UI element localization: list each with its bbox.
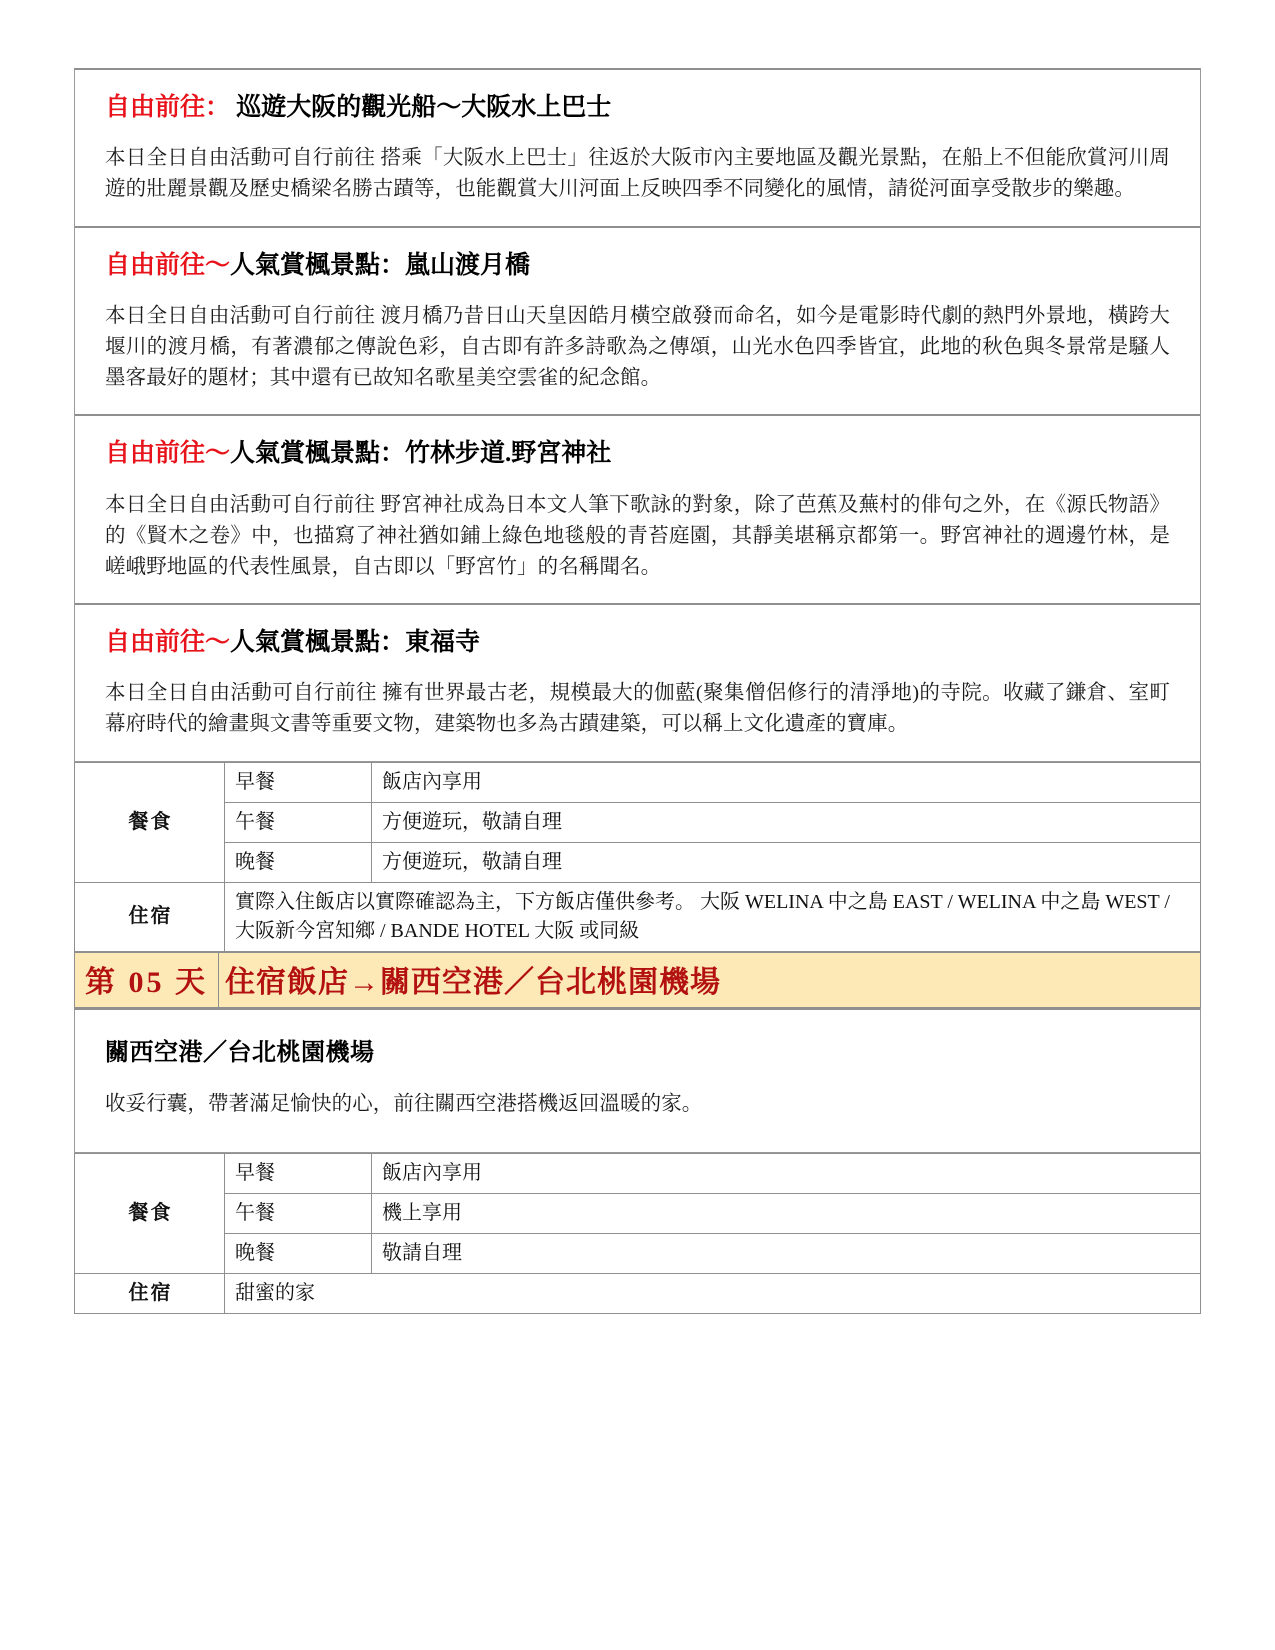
- table-row: [75, 842, 1201, 882]
- table-row: [75, 762, 1201, 802]
- meal-value-lunch: 方便遊玩，敬請自理: [372, 802, 1201, 842]
- section-heading-prefix: 自由前往〜: [105, 251, 231, 279]
- table-row: [75, 1153, 1201, 1193]
- section-heading: [105, 92, 1170, 123]
- meal-value-dinner: 方便遊玩，敬請自理: [372, 842, 1201, 882]
- meal-kind-lunch: 午餐: [225, 1193, 372, 1233]
- table-row: [75, 1233, 1201, 1273]
- section-heading-prefix: 自由前往〜: [105, 629, 231, 656]
- meal-kind-breakfast: 早餐: [225, 762, 372, 802]
- day5-section-body: 收妥行囊，帶著滿足愉快的心，前往關西空港搭機返回溫暖的家。: [105, 1092, 703, 1115]
- accommodation-label: 住宿: [75, 882, 225, 951]
- meal-label: 餐食: [75, 762, 225, 882]
- accommodation-label: 住宿: [75, 1273, 225, 1313]
- accommodation-value: 甜蜜的家: [225, 1273, 1201, 1313]
- attractions-block: [74, 68, 1201, 762]
- section-heading-rest: 人氣賞楓景點：東福寺: [230, 629, 481, 656]
- table-row: [75, 952, 1201, 1007]
- section-bamboo-grove-nonomiya: [75, 416, 1200, 605]
- table-row: [75, 802, 1201, 842]
- section-heading-rest: 人氣賞楓景點：嵐山渡月橋: [230, 251, 531, 279]
- section-heading: [105, 250, 1170, 281]
- table-row: [75, 1193, 1201, 1233]
- section-heading-prefix: 自由前往〜: [105, 440, 231, 468]
- section-body: 本日全日自由活動可自行前往 搭乘「大阪水上巴士」往返於大阪市內主要地區及觀光景點，在船上不但能欣賞河川周遊的壯麗景觀及歷史橋梁名勝古蹟等，也能觀賞大川河面上反映四季不同變化的風情，請從河面享受散步的樂趣。: [105, 147, 1170, 201]
- section-heading-rest: 人氣賞楓景點：竹林步道.野宮神社: [230, 440, 612, 468]
- meal-kind-lunch: 午餐: [225, 802, 372, 842]
- meal-value-breakfast: 飯店內享用: [372, 1153, 1201, 1193]
- day5-section-title: 關西空港／台北桃園機場: [105, 1039, 375, 1066]
- section-heading-rest: 巡遊大阪的觀光船～大阪水上巴士: [230, 94, 612, 121]
- section-body: 本日全日自由活動可自行前往 渡月橋乃昔日山天皇因皓月橫空啟發而命名，如今是電影時代劇的熱門外景地，橫跨大堰川的渡月橋，有著濃郁之傳說色彩，自古即有許多詩歌為之傳頌，山光水色四季皆宜，此地的秋色與冬景常是騷人墨客最好的題材；其中還有已故知名歌星美空雲雀的紀念館。: [105, 304, 1170, 390]
- accommodation-value: 實際入住飯店以實際確認為主，下方飯店僅供參考。 大阪 WELINA 中之島 EAST / WELINA 中之島 WEST / 大阪新今宮知鄉 / BANDE HOTEL 大阪 或同級: [225, 882, 1201, 951]
- meal-value-breakfast: 飯店內享用: [372, 762, 1201, 802]
- section-osaka-water-bus: [75, 70, 1200, 228]
- day-route: 住宿飯店→關西空港／台北桃園機場: [219, 952, 1201, 1007]
- meal-value-dinner: 敬請自理: [372, 1233, 1201, 1273]
- section-heading: [105, 438, 1170, 469]
- table-row: [75, 1273, 1201, 1313]
- section-tofukuji: [75, 605, 1200, 761]
- day5-description-block: [74, 1008, 1201, 1153]
- table-row: [75, 882, 1201, 951]
- section-body: 本日全日自由活動可自行前往 野宮神社成為日本文人筆下歌詠的對象，除了芭蕉及蕪村的俳句之外，在《源氏物語》的《賢木之卷》中，也描寫了神社猶如鋪上綠色地毯般的青苔庭園，其靜美堪稱京都第一。野宮神社的週邊竹林，是嵯峨野地區的代表性風景，自古即以「野宮竹」的名稱聞名。: [105, 493, 1170, 578]
- meal-label: 餐食: [75, 1153, 225, 1273]
- meal-kind-dinner: 晚餐: [225, 1233, 372, 1273]
- day-number: 第 05 天: [75, 952, 219, 1007]
- section-arashiyama-togetsukyo: [75, 228, 1200, 417]
- section-heading: [105, 627, 1170, 658]
- section-kansai-airport-taoyuan: [75, 1010, 1200, 1152]
- day5-meals-accommodation-table: [74, 1153, 1201, 1314]
- section-heading-prefix: 自由前往：: [105, 94, 231, 121]
- meal-kind-dinner: 晚餐: [225, 842, 372, 882]
- section-body: 本日全日自由活動可自行前往 擁有世界最古老，規模最大的伽藍(聚集僧侶修行的清淨地)的寺院。收藏了鎌倉、室町幕府時代的繪畫與文書等重要文物，建築物也多為古蹟建築，可以稱上文化遺產的寶庫。: [105, 682, 1170, 736]
- meal-kind-breakfast: 早餐: [225, 1153, 372, 1193]
- day4-meals-accommodation-table: [74, 762, 1201, 952]
- meal-value-lunch: 機上享用: [372, 1193, 1201, 1233]
- day5-banner: [74, 952, 1201, 1008]
